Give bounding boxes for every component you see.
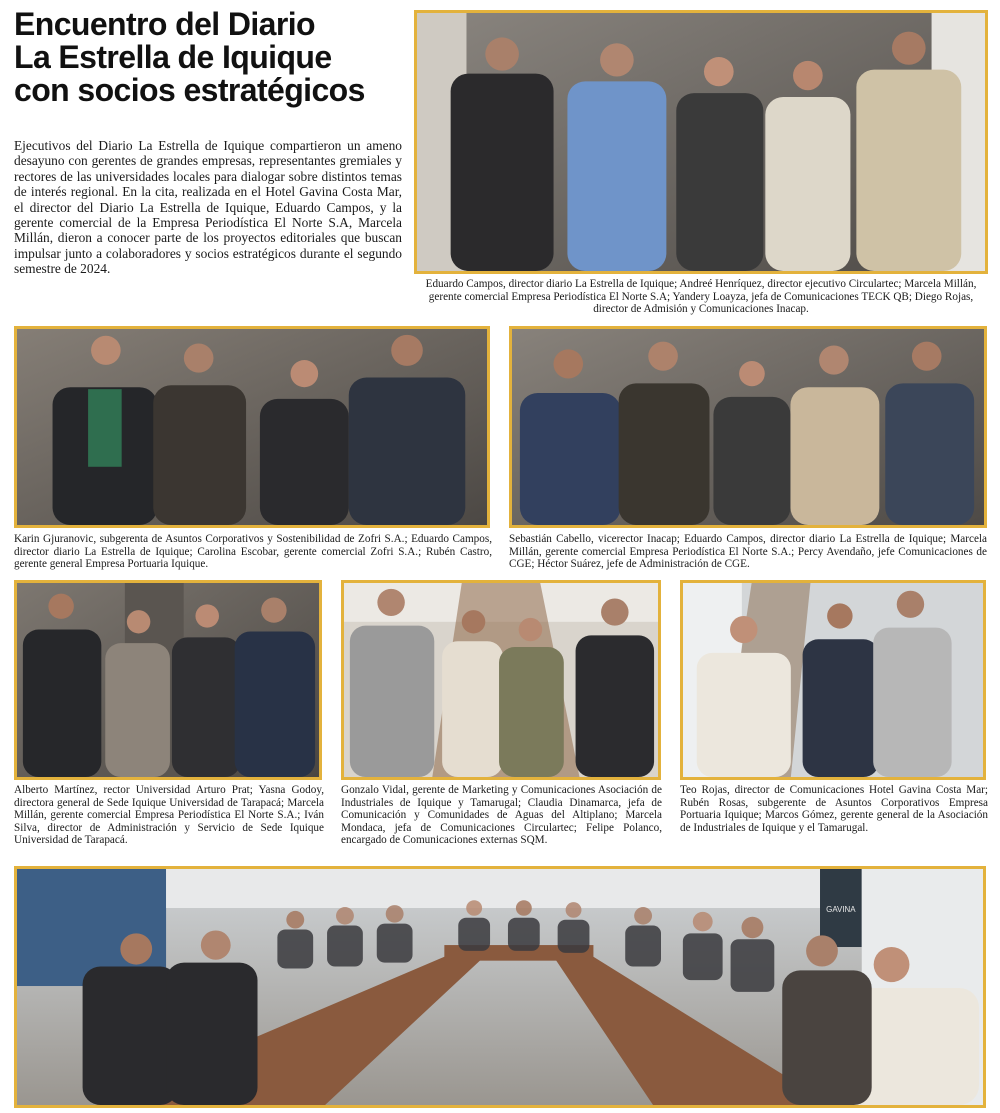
- photo-5-caption: Gonzalo Vidal, gerente de Marketing y Comunicaciones Asociación de Industriales de Iquique y Tamarugal; Claudia Dinamarca, jefa de Comunicación y Comunidades de Aguas del Altiplano; Marcela Mondaca, jefa de Comunicaciones Circulartec; Felipe Polanco, encargado de Comunicaciones externas SQM.: [341, 784, 662, 847]
- photo-image: [683, 583, 983, 777]
- photo-image: [417, 13, 985, 271]
- group-photo-6: [680, 580, 986, 780]
- group-photo-5: [341, 580, 661, 780]
- photo-image: [17, 329, 487, 525]
- photo-image: [17, 869, 983, 1105]
- photo-4-caption: Alberto Martínez, rector Universidad Arturo Prat; Yasna Godoy, directora general de Sede Iquique Universidad de Tarapacá; Marcela Millán, gerente comercial Empresa Periodística El Norte S.A.; Iván Silva, director de Administración y Servicio de Sede Iquique Universidad de Tarapacá.: [14, 784, 324, 847]
- photo-2-caption: Karin Gjuranovic, subgerenta de Asuntos Corporativos y Sostenibilidad de Zofri S.A.; Eduardo Campos, director diario La Estrella de Iquique; Carolina Escobar, gerente comercial Zofri S.A.; Rubén Castro, gerente general Empresa Portuaria Iquique.: [14, 533, 492, 571]
- headline: [14, 8, 404, 107]
- headline-line: Encuentro del Diario: [14, 6, 315, 42]
- lede-paragraph: Ejecutivos del Diario La Estrella de Iquique compartieron un ameno desayuno con gerentes de grandes empresas, representantes gremiales y rectores de las universidades locales para dialogar sobre distintos temas de interés regional. En la cita, realizada en el Hotel Gavina Costa Mar, el director del Diario La Estrella de Iquique, Eduardo Campos, y la gerente comercial de la Empresa Periodística El Norte S.A, Marcela Millán, dieron a conocer parte de los proyectos editoriales que buscan impulsar junto a colaboradores y socios estratégicos durante el segundo semestre de 2024.: [14, 138, 402, 277]
- photo-6-caption: Teo Rojas, director de Comunicaciones Hotel Gavina Costa Mar; Rubén Rosas, subgerente de Asuntos Corporativos Empresa Portuaria Iquique; Marcos Gómez, gerente general de la Asociación de Industriales de Iquique y el Tamarugal.: [680, 784, 988, 834]
- group-photo-1: [414, 10, 988, 274]
- photo-image: [344, 583, 658, 777]
- group-photo-4: [14, 580, 322, 780]
- breakfast-table-photo: [14, 866, 986, 1108]
- group-photo-3: [509, 326, 987, 528]
- headline-line: La Estrella de Iquique: [14, 39, 332, 75]
- headline-line: con socios estratégicos: [14, 72, 365, 108]
- photo-1-caption: Eduardo Campos, director diario La Estrella de Iquique; Andreé Henríquez, director ejecutivo Circulartec; Marcela Millán, gerente comercial Empresa Periodística El Norte S.A; Yandery Loayza, jefa de Comunicaciones TECK QB; Diego Rojas, director de Admisión y Comunicaciones Inacap.: [425, 278, 977, 316]
- photo-image: [17, 583, 319, 777]
- group-photo-2: [14, 326, 490, 528]
- photo-image: [512, 329, 984, 525]
- photo-3-caption: Sebastián Cabello, vicerector Inacap; Eduardo Campos, director diario La Estrella de Iquique; Marcela Millán, gerente comercial Empresa Periodística El Norte S.A.; Percy Avendaño, jefe Comunicaciones de CGE; Héctor Suárez, jefe de Administración de CGE.: [509, 533, 987, 571]
- gavina-sign-text: GAVINA: [826, 904, 856, 914]
